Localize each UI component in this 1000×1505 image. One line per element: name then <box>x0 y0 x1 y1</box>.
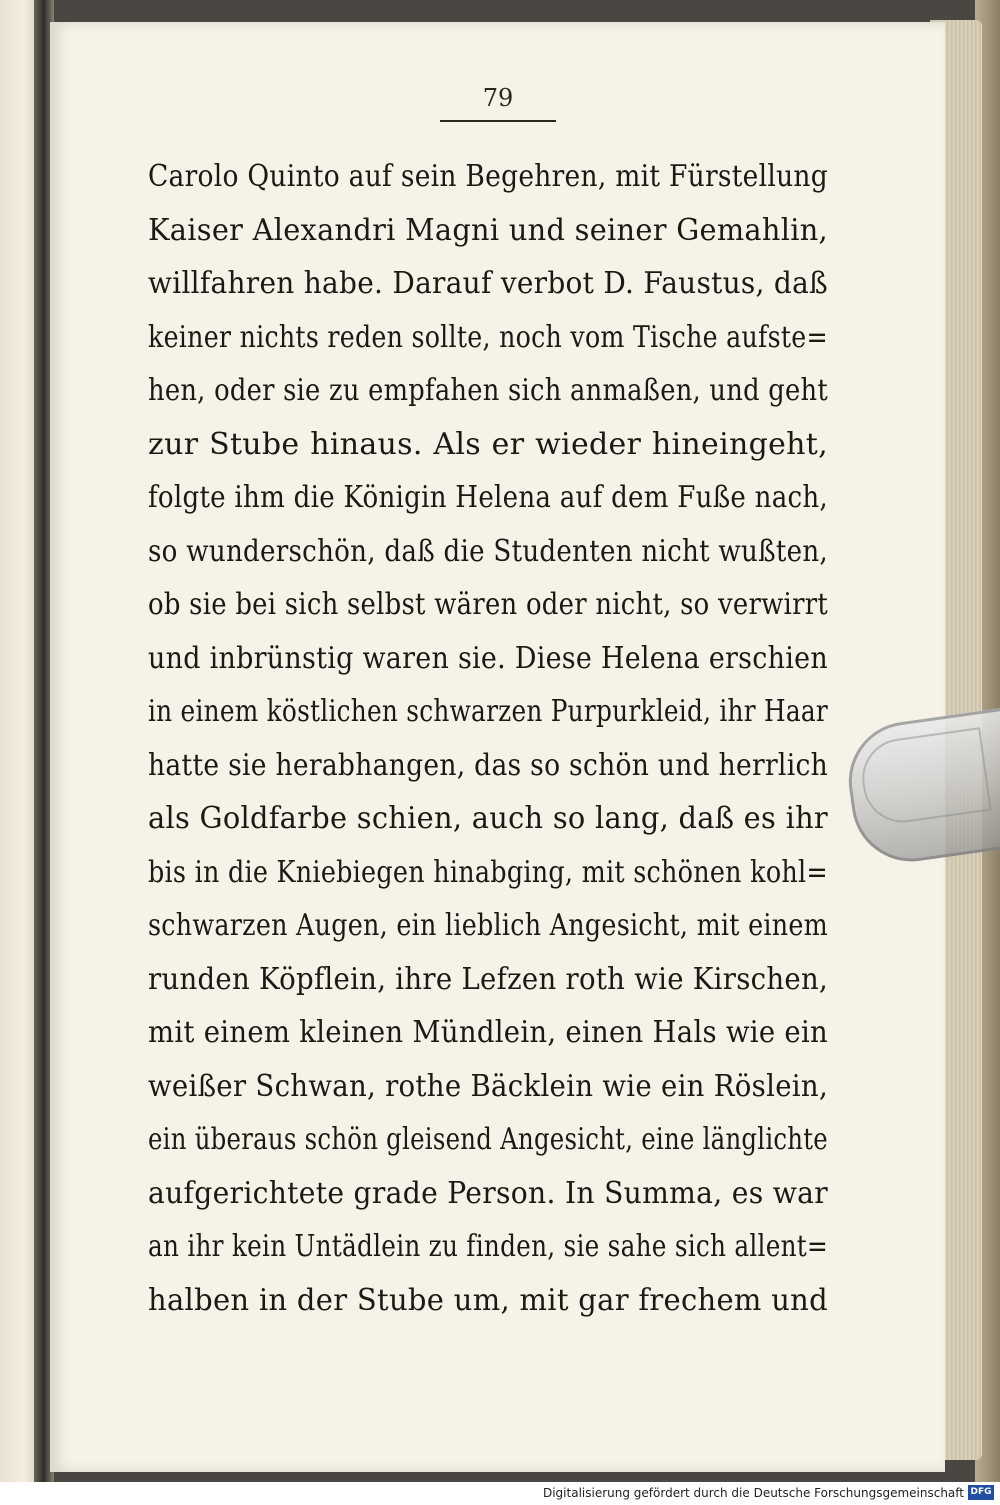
page-clip-inner <box>857 727 991 827</box>
text-line: runden Köpflein, ihre Lefzen roth wie Kirschen, <box>148 961 828 997</box>
text-line: so wunderschön, daß die Studenten nicht wußten, <box>148 533 828 569</box>
text-line: zur Stube hinaus. Als er wieder hineingeht, <box>148 426 828 462</box>
text-line: Kaiser Alexandri Magni und seiner Gemahlin, <box>148 212 828 248</box>
text-line: halben in der Stube um, mit gar frechem und <box>148 1282 828 1318</box>
text-line: ob sie bei sich selbst wären oder nicht, so verwirrt <box>148 587 828 622</box>
text-line: Carolo Quinto auf sein Begehren, mit Fürstellung <box>148 159 828 194</box>
text-line: hen, oder sie zu empfahen sich anmaßen, und geht <box>148 373 828 408</box>
text-line: ein überaus schön gleisend Angesicht, eine länglichte <box>148 1122 828 1157</box>
text-line: mit einem kleinen Mündlein, einen Hals wie ein <box>148 1015 828 1050</box>
header-rule <box>440 120 556 122</box>
text-line: weißer Schwan, rothe Bäcklein wie ein Röslein, <box>148 1068 828 1104</box>
text-line: und inbrünstig waren sie. Diese Helena erschien <box>148 640 828 676</box>
text-line: als Goldfarbe schien, auch so lang, daß es ihr <box>148 801 828 836</box>
text-line: in einem köstlichen schwarzen Purpurkleid, ihr Haar <box>148 694 828 729</box>
body-text <box>148 150 828 1327</box>
text-line: willfahren habe. Darauf verbot D. Faustus, daß <box>148 266 828 301</box>
text-line: keiner nichts reden sollte, noch vom Tische aufste= <box>148 319 828 355</box>
text-line: aufgerichtete grade Person. In Summa, es war <box>148 1175 828 1211</box>
funding-credit: Digitalisierung gefördert durch die Deutsche Forschungsgemeinschaft <box>542 1486 964 1500</box>
page-number: 79 <box>482 84 514 112</box>
footer-bar <box>0 1482 1000 1505</box>
dfg-logo: DFG <box>968 1485 994 1500</box>
text-line: an ihr kein Untädlein zu finden, sie sahe sich allent= <box>148 1229 828 1264</box>
text-line: bis in die Kniebiegen hinabging, mit schönen kohl= <box>148 854 828 890</box>
text-line: schwarzen Augen, ein lieblich Angesicht, mit einem <box>148 908 828 943</box>
text-line: hatte sie herabhangen, das so schön und herrlich <box>148 747 828 783</box>
text-line: folgte ihm die Königin Helena auf dem Fuße nach, <box>148 480 828 515</box>
